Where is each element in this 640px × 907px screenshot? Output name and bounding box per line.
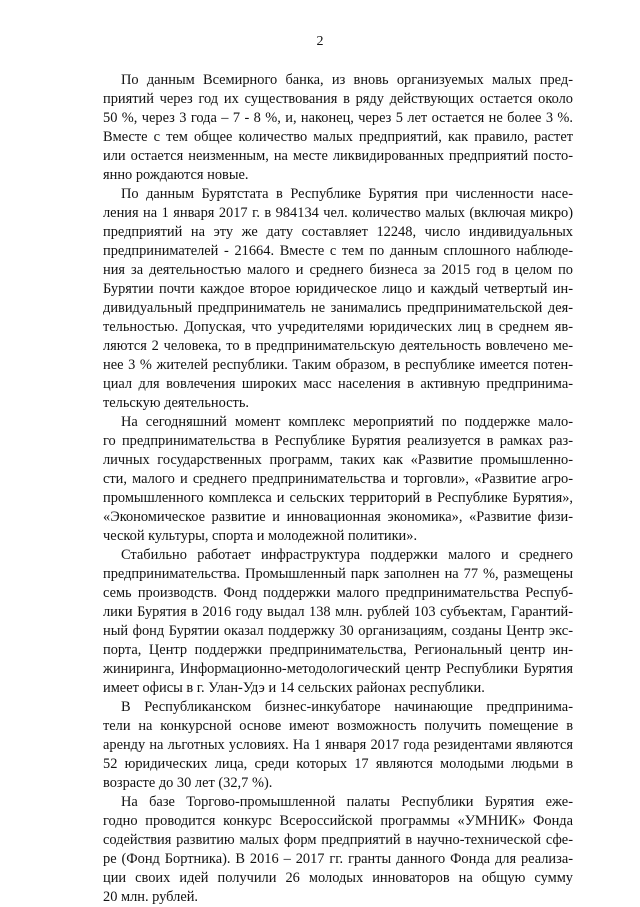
text-line: нее 3 % жителей республики. Таким образом, в республике имеется потен-: [103, 357, 573, 373]
text-line: дивидуальный предприниматель не занимались предпринимательской дея-: [103, 300, 573, 316]
text-line: годно проводится конкурс Всероссийской программы «УМНИК» Фонда: [103, 813, 573, 829]
text-line: го предпринимательства в Республике Бурятия реализуется в рамках раз-: [103, 433, 573, 449]
text-line: возрасте до 30 лет (32,7 %).: [103, 775, 273, 791]
text-line: 20 млн. рублей.: [103, 889, 199, 905]
text-line: или остается неизменным, на месте ликвидированных предприятий посто-: [103, 148, 573, 164]
text-line: предприятий на эту же дату составляет 12248, число индивидуальных: [103, 224, 573, 240]
text-line: ции своих идей получили 26 молодых инноваторов на общую сумму: [103, 870, 573, 886]
document-body: [103, 71, 573, 907]
text-line: ре (Фонд Бортника). В 2016 – 2017 гг. гранты данного Фонда для реализа-: [103, 851, 573, 867]
paragraph: [103, 546, 573, 698]
text-line: Бурятии почти каждое второе юридическое лицо и каждый четвертый ин-: [103, 281, 573, 297]
text-line: предпринимательства. Промышленный парк заполнен на 77 %, размещены: [103, 566, 573, 582]
text-line: «Экономическое развитие и инновационная экономика», «Развитие физи-: [103, 509, 573, 525]
text-line: имеет офисы в г. Улан-Удэ и 14 сельских районах республики.: [103, 680, 485, 696]
text-line: жиниринга, Информационно-методологический центр Республики Бурятия: [103, 661, 573, 677]
text-line: приятий через год их существования в ряду действующих остается около: [103, 91, 573, 107]
text-line: 50 %, через 3 года – 7 - 8 %, и, наконец, через 5 лет остается не более 3 %.: [103, 110, 573, 126]
text-line: ления на 1 января 2017 г. в 984134 чел. количество малых (включая микро): [103, 205, 573, 221]
paragraph: [103, 185, 573, 413]
text-line: циал для вовлечения широких масс населения в активную предпринима-: [103, 376, 573, 392]
text-line: В Республиканском бизнес-инкубаторе начинающие предпринима-: [121, 699, 573, 715]
text-line: тельностью. Допуская, что учредителями юридических лиц в среднем яв-: [103, 319, 573, 335]
text-line: аренду на льготных условиях. На 1 января 2017 года резидентами являются: [103, 737, 573, 753]
page-number: 2: [316, 34, 324, 49]
text-line: порта, Центр поддержки предпринимательства, Региональный центр ин-: [103, 642, 573, 658]
text-line: Стабильно работает инфраструктура поддержки малого и среднего: [121, 547, 573, 563]
text-line: тельскую деятельность.: [103, 395, 249, 411]
text-line: янно рождаются новые.: [103, 167, 249, 183]
text-line: 52 юридических лица, среди которых 17 являются молодыми людьми в: [103, 756, 573, 772]
text-line: личных государственных программ, таких как «Развитие промышленно-: [103, 452, 573, 468]
text-line: ный фонд Бурятии оказал поддержку 30 организациям, созданы Центр экс-: [103, 623, 573, 639]
text-line: тели на конкурсной основе имеют возможность получить помещение в: [103, 718, 573, 734]
text-line: содействия развитию малых форм предприятий в научно-технической сфе-: [103, 832, 573, 848]
text-line: предпринимателей - 21664. Вместе с тем по данным сплошного наблюде-: [103, 243, 573, 259]
paragraph: [103, 413, 573, 546]
paragraph: [103, 698, 573, 793]
text-line: сти, малого и среднего предпринимательства и торговли», «Развитие агро-: [103, 471, 573, 487]
text-line: семь производств. Фонд поддержки малого предпринимательства Респуб-: [103, 585, 573, 601]
text-line: ческой культуры, спорта и молодежной политики».: [103, 528, 418, 544]
text-line: На базе Торгово-промышленной палаты Республики Бурятия еже-: [121, 794, 573, 810]
paragraph: [103, 793, 573, 907]
text-line: На сегодняшний момент комплекс мероприятий по поддержке мало-: [121, 414, 573, 430]
text-line: промышленного комплекса и сельских территорий в Республике Бурятия»,: [103, 490, 573, 506]
text-line: ляются 2 человека, то в предпринимательскую деятельность вовлечено ме-: [103, 338, 573, 354]
text-line: По данным Бурятстата в Республике Бурятия при численности насе-: [121, 186, 573, 202]
text-line: По данным Всемирного банка, из вновь организуемых малых пред-: [121, 72, 573, 88]
text-line: Вместе с тем общее количество малых предприятий, как правило, растет: [103, 129, 573, 145]
text-line: лики Бурятия в 2016 году выдал 138 млн. рублей 103 субъектам, Гарантий-: [103, 604, 573, 620]
text-line: ния за деятельностью малого и среднего бизнеса за 2015 год в целом по: [103, 262, 573, 278]
paragraph: [103, 71, 573, 185]
